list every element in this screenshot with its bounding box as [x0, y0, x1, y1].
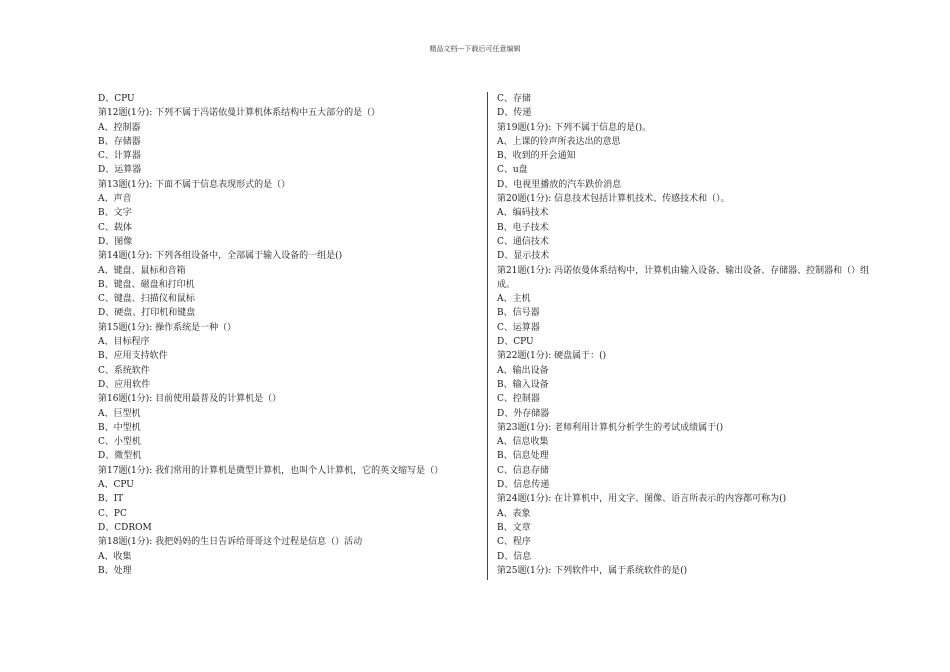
option-line: D、CPU [98, 94, 135, 104]
option-line: C、键盘、扫描仪和鼠标 [98, 294, 195, 305]
option-line: A、编码技术 [497, 208, 549, 219]
option-line: C、信息存储 [497, 465, 549, 476]
question-line-continued: 成。 [497, 279, 516, 290]
option-line: A、声音 [98, 194, 132, 205]
option-line: A、目标程序 [98, 337, 150, 348]
option-line: A、巨型机 [98, 408, 141, 419]
option-line: D、传递 [497, 108, 532, 119]
option-line: C、小型机 [98, 437, 141, 448]
option-line: C、控制器 [497, 394, 540, 405]
option-line: C、运算器 [497, 322, 540, 333]
option-line: A、表象 [497, 508, 531, 519]
option-line: B、中型机 [98, 422, 141, 433]
option-line: C、程序 [497, 537, 531, 548]
column-divider [487, 92, 488, 580]
option-line: B、处理 [98, 565, 132, 576]
option-line: C、u盘 [497, 165, 528, 176]
option-line: B、存储器 [98, 136, 141, 147]
question-line: 第14题(1分): 下列各组设备中，全部属于输入设备的一组是() [98, 251, 343, 262]
option-line: D、CPU [497, 337, 534, 348]
page-header: 精品文档---下载后可任意编辑 [429, 45, 521, 53]
option-line: B、文字 [98, 208, 132, 219]
option-line: B、收到的开会通知 [497, 151, 576, 162]
option-line: D、应用软件 [98, 379, 151, 390]
option-line: A、信息收集 [497, 437, 549, 448]
question-line: 第21题(1分): 冯诺依曼体系结构中，计算机由输入设备、输出设备、存储器、控制器和（）组 [497, 265, 870, 276]
option-line: A、控制器 [98, 122, 141, 133]
option-line: D、CDROM [98, 522, 152, 533]
option-line: B、信号器 [497, 308, 540, 319]
option-line: C、载体 [98, 222, 132, 233]
question-line: 第17题(1分): 我们常用的计算机是微型计算机，也叫个人计算机，它的英文缩写是（） [98, 465, 444, 476]
left-column [98, 92, 478, 578]
option-line: D、电视里播放的汽车跌价消息 [497, 179, 622, 190]
question-line: 第19题(1分): 下列不属于信息的是()。 [497, 122, 652, 133]
option-line: D、外存储器 [497, 408, 550, 419]
option-line: D、显示技术 [497, 251, 550, 262]
option-line: C、计算器 [98, 151, 141, 162]
question-line: 第25题(1分): 下列软件中，属于系统软件的是() [497, 565, 688, 576]
option-line: C、通信技术 [497, 236, 549, 247]
question-line: 第22题(1分): 硬盘属于：() [497, 351, 607, 362]
question-line: 第18题(1分): 我把妈妈的生日告诉给哥哥这个过程是信息（）活动 [98, 537, 363, 548]
option-line: A、CPU [98, 480, 134, 491]
option-line: D、信息传递 [497, 480, 550, 491]
right-column [497, 92, 882, 578]
option-line: B、IT [98, 494, 124, 505]
option-line: A、主机 [497, 294, 531, 305]
option-line: D、图像 [98, 236, 133, 247]
option-line: B、键盘、磁盘和打印机 [98, 279, 195, 290]
option-line: B、信息处理 [497, 451, 549, 462]
option-line: A、键盘、鼠标和音箱 [98, 265, 186, 276]
question-line: 第13题(1分): 下面不属于信息表现形式的是（） [98, 179, 291, 190]
option-line: A、上课的铃声所表达出的意思 [497, 136, 621, 147]
option-line: C、PC [98, 508, 127, 519]
question-line: 第23题(1分): 老师利用计算机分析学生的考试成绩属于() [497, 422, 724, 433]
option-line: B、应用支持软件 [98, 351, 168, 362]
option-line: D、微型机 [98, 451, 142, 462]
question-line: 第20题(1分): 信息技术包括计算机技术、传感技术和（）。 [497, 194, 730, 205]
option-line: A、收集 [98, 551, 132, 562]
option-line: B、输入设备 [497, 379, 549, 390]
option-line: D、硬盘、打印机和键盘 [98, 308, 196, 319]
option-line: B、文章 [497, 522, 531, 533]
option-line: A、输出设备 [497, 365, 549, 376]
option-line: C、系统软件 [98, 365, 150, 376]
question-line: 第16题(1分): 目前使用最普及的计算机是（） [98, 394, 282, 405]
option-line: B、电子技术 [497, 222, 549, 233]
option-line: D、运算器 [98, 165, 142, 176]
question-line: 第12题(1分): 下列不属于冯诺依曼计算机体系结构中五大部分的是（） [98, 108, 381, 119]
question-line: 第15题(1分): 操作系统是一种（） [98, 322, 237, 333]
option-line: C、存储 [497, 94, 531, 104]
question-line: 第24题(1分): 在计算机中，用文字、图像、语言所表示的内容都可称为() [497, 494, 787, 505]
option-line: D、信息 [497, 551, 532, 562]
